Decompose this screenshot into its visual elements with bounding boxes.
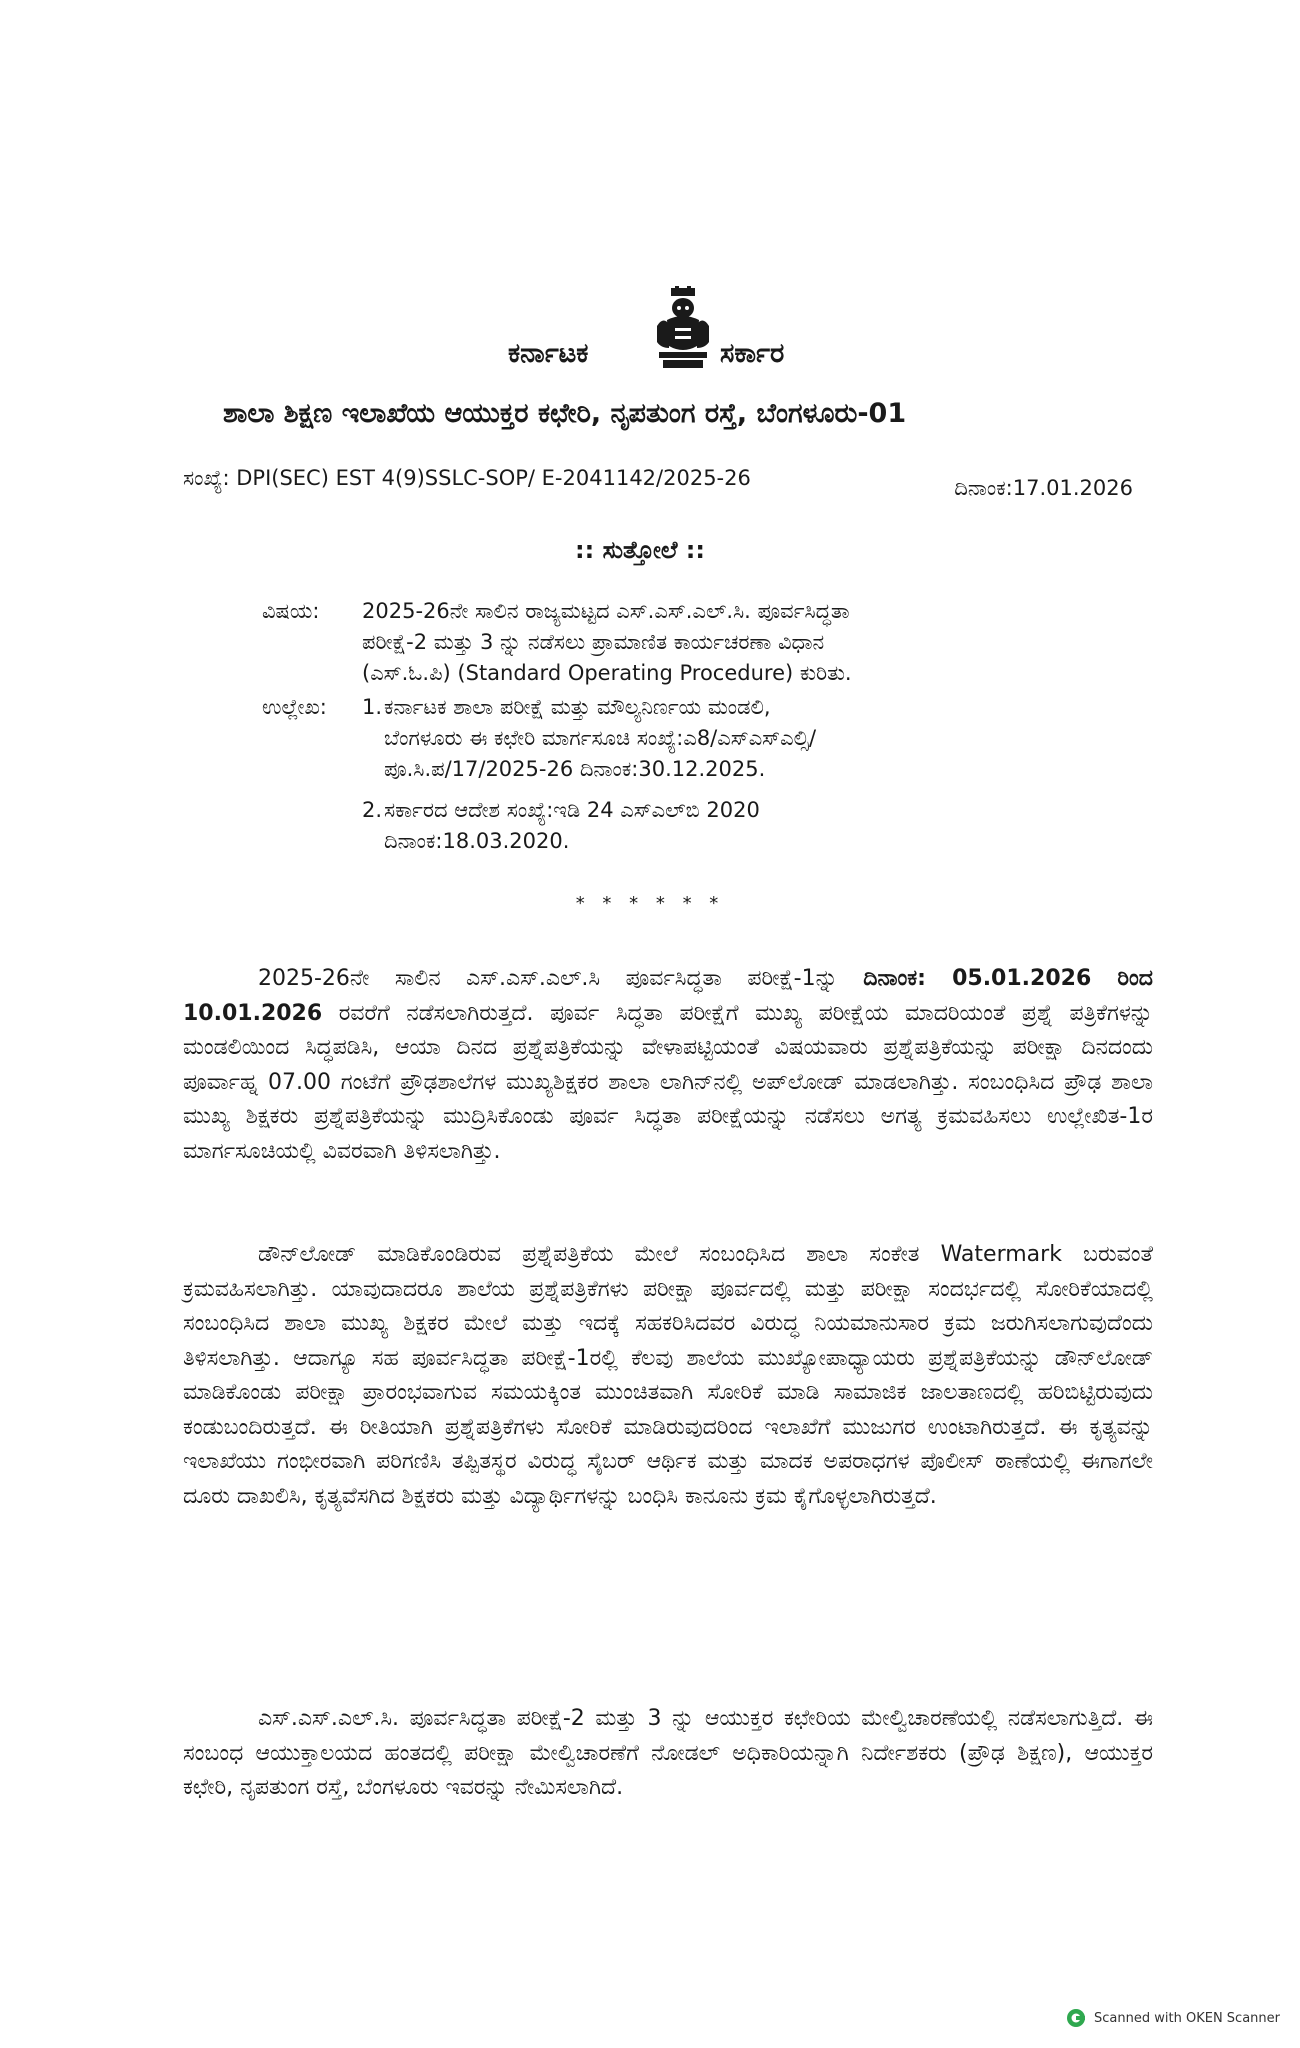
subject-line: 2025-26ನೇ ಸಾಲಿನ ರಾಜ್ಯಮಟ್ಟದ ಎಸ್.ಎಸ್.ಎಲ್.ಸಿ. ಪೂರ್ವಸಿದ್ಧತಾ [362, 599, 850, 623]
body-paragraph-1 [183, 962, 1153, 1169]
government-header [0, 338, 1300, 378]
para1-date-range: ದಿನಾಂಕ: 05.01.2026 ರಿಂದ 10.01.2026 [183, 966, 1153, 1026]
body-paragraph-2 [183, 1238, 1153, 1514]
oken-scanner-logo-icon [1066, 2008, 1086, 2028]
reference-item-number: 2. [362, 798, 383, 822]
circular-title: :: ಸುತ್ತೋಲೆ :: [575, 536, 705, 564]
office-name: ಶಾಲಾ ಶಿಕ್ಷಣ ಇಲಾಖೆಯ ಆಯುಕ್ತರ ಕಛೇರಿ, ನೃಪತುಂಗ ರಸ್ತೆ, ಬೆಂಗಳೂರು-01 [223, 398, 907, 429]
reference-item-line: ಬೆಂಗಳೂರು ಈ ಕಛೇರಿ ಮಾರ್ಗಸೂಚಿ ಸಂಖ್ಯೆ:ಎ8/ಎಸ್ಎಸ್ಎಲ್ಸಿ/ [384, 726, 817, 750]
subject-text [362, 596, 1122, 689]
reference-item [362, 692, 1122, 785]
subject-line: (ಎಸ್.ಓ.ಪಿ) (Standard Operating Procedure) ಕುರಿತು. [362, 661, 852, 685]
govt-name-left: ಕರ್ನಾಟಕ [508, 338, 589, 369]
reference-number: ಸಂಖ್ಯೆ: DPI(SEC) EST 4(9)SSLC-SOP/ E-2041142/2025-26 [183, 466, 751, 490]
para1-text-a: 2025-26ನೇ ಸಾಲಿನ ಎಸ್.ಎಸ್.ಎಲ್.ಸಿ ಪೂರ್ವಸಿದ್ಧತಾ ಪರೀಕ್ಷೆ-1ನ್ನು [258, 966, 864, 991]
reference-item [362, 795, 1122, 857]
reference-date: ದಿನಾಂಕ:17.01.2026 [954, 476, 1133, 500]
govt-name-right: ಸರ್ಕಾರ [720, 338, 785, 369]
subject-label: ವಿಷಯ: [262, 599, 320, 623]
para1-text-b: ರವರೆಗೆ ನಡೆಸಲಾಗಿರುತ್ತದೆ. ಪೂರ್ವ ಸಿದ್ಧತಾ ಪರೀಕ್ಷೆಗೆ ಮುಖ್ಯ ಪರೀಕ್ಷೆಯ ಮಾದರಿಯಂತೆ ಪ್ರಶ್ನೆ ಪತ್ರಿಕೆಗಳನ್ನು ಮಂಡಲಿಯಿಂದ ಸಿದ್ಧಪಡಿಸಿ, ಆಯಾ ದಿನದ ಪ್ರಶ್ನೆಪತ್ರಿಕೆಯನ್ನು ವೇಳಾಪಟ್ಟಿಯಂತೆ ವಿಷಯವಾರು ಪ್ರಶ್ನೆಪತ್ರಿಕೆಯನ್ನು ಪರೀಕ್ಷಾ ದಿನದಂದು ಪೂರ್ವಾಹ್ನ 07.00 ಗಂಟೆಗೆ ಪ್ರೌಢಶಾಲೆಗಳ ಮುಖ್ಯಶಿಕ್ಷಕರ ಶಾಲಾ ಲಾಗಿನ್‌ನಲ್ಲಿ ಅಪ್‌ಲೋಡ್ ಮಾಡಲಾಗಿತ್ತು. ಸಂಬಂಧಿಸಿದ ಪ್ರೌಢ ಶಾಲಾ ಮುಖ್ಯ ಶಿಕ್ಷಕರು ಪ್ರಶ್ನೆಪತ್ರಿಕೆಯನ್ನು ಮುದ್ರಿಸಿಕೊಂಡು ಪೂರ್ವ ಸಿದ್ಧತಾ ಪರೀಕ್ಷೆಯನ್ನು ನಡೆಸಲು ಅಗತ್ಯ ಕ್ರಮವಹಿಸಲು ಉಲ್ಲೇಖಿತ-1ರ ಮಾರ್ಗಸೂಚಿಯಲ್ಲಿ ವಿವರವಾಗಿ ತಿಳಿಸಲಾಗಿತ್ತು. [183, 1000, 1153, 1164]
reference-item-line: ಪೂ.ಸಿ.ಪ/17/2025-26 ದಿನಾಂಕ:30.12.2025. [384, 757, 766, 781]
reference-row [183, 466, 1133, 500]
reference-item-line: ಸರ್ಕಾರದ ಆದೇಶ ಸಂಖ್ಯೆ:ಇಡಿ 24 ಎಸ್ಎಲ್‌ಬಿ 2020 [384, 798, 760, 822]
reference-item-line: ದಿನಾಂಕ:18.03.2020. [384, 829, 570, 853]
reference-item-line: ಕರ್ನಾಟಕ ಶಾಲಾ ಪರೀಕ್ಷೆ ಮತ್ತು ಮೌಲ್ಯನಿರ್ಣಯ ಮಂಡಲಿ, [384, 695, 771, 719]
references-list [362, 692, 1122, 867]
scanner-text: Scanned with OKEN Scanner [1094, 2010, 1280, 2026]
para3-text: ಎಸ್.ಎಸ್.ಎಲ್.ಸಿ. ಪೂರ್ವಸಿದ್ಧತಾ ಪರೀಕ್ಷೆ-2 ಮತ್ತು 3 ನ್ನು ಆಯುಕ್ತರ ಕಛೇರಿಯ ಮೇಲ್ವಿಚಾರಣೆಯಲ್ಲಿ ನಡೆಸಲಾಗುತ್ತಿದೆ. ಈ ಸಂಬಂಧ ಆಯುಕ್ತಾಲಯದ ಹಂತದಲ್ಲಿ ಪರೀಕ್ಷಾ ಮೇಲ್ವಿಚಾರಣೆಗೆ ನೋಡಲ್ ಅಧಿಕಾರಿಯನ್ನಾಗಿ ನಿರ್ದೇಶಕರು (ಪ್ರೌಢ ಶಿಕ್ಷಣ), ಆಯುಕ್ತರ ಕಛೇರಿ, ನೃಪತುಂಗ ರಸ್ತೆ, ಬೆಂಗಳೂರು ಇವರನ್ನು ನೇಮಿಸಲಾಗಿದೆ. [183, 1706, 1153, 1800]
separator-stars: * * * * * * [575, 893, 725, 914]
reference-item-number: 1. [362, 695, 383, 719]
references-label: ಉಲ್ಲೇಖ: [262, 695, 327, 719]
body-paragraph-3 [183, 1702, 1153, 1806]
para2-text: ಡೌನ್‌ಲೋಡ್ ಮಾಡಿಕೊಂಡಿರುವ ಪ್ರಶ್ನೆಪತ್ರಿಕೆಯ ಮೇಲೆ ಸಂಬಂಧಿಸಿದ ಶಾಲಾ ಸಂಕೇತ Watermark ಬರುವಂತೆ ಕ್ರಮವಹಿಸಲಾಗಿತ್ತು. ಯಾವುದಾದರೂ ಶಾಲೆಯ ಪ್ರಶ್ನೆಪತ್ರಿಕೆಗಳು ಪರೀಕ್ಷಾ ಪೂರ್ವದಲ್ಲಿ ಮತ್ತು ಪರೀಕ್ಷಾ ಸಂದರ್ಭದಲ್ಲಿ ಸೋರಿಕೆಯಾದಲ್ಲಿ ಸಂಬಂಧಿಸಿದ ಶಾಲಾ ಮುಖ್ಯ ಶಿಕ್ಷಕರ ಮೇಲೆ ಮತ್ತು ಇದಕ್ಕೆ ಸಹಕರಿಸಿದವರ ವಿರುದ್ಧ ನಿಯಮಾನುಸಾರ ಕ್ರಮ ಜರುಗಿಸಲಾಗುವುದೆಂದು ತಿಳಿಸಲಾಗಿತ್ತು. ಆದಾಗ್ಯೂ ಸಹ ಪೂರ್ವಸಿದ್ಧತಾ ಪರೀಕ್ಷೆ-1ರಲ್ಲಿ ಕೆಲವು ಶಾಲೆಯ ಮುಖ್ಯೋಪಾಧ್ಯಾಯರು ಪ್ರಶ್ನೆಪತ್ರಿಕೆಯನ್ನು ಡೌನ್‌ಲೋಡ್ ಮಾಡಿಕೊಂಡು ಪರೀಕ್ಷಾ ಪ್ರಾರಂಭವಾಗುವ ಸಮಯಕ್ಕಿಂತ ಮುಂಚಿತವಾಗಿ ಸೋರಿಕೆ ಮಾಡಿ ಸಾಮಾಜಿಕ ಜಾಲತಾಣದಲ್ಲಿ ಹರಿಬಿಟ್ಟಿರುವುದು ಕಂಡುಬಂದಿರುತ್ತದೆ. ಈ ರೀತಿಯಾಗಿ ಪ್ರಶ್ನೆಪತ್ರಿಕೆಗಳು ಸೋರಿಕೆ ಮಾಡಿರುವುದರಿಂದ ಇಲಾಖೆಗೆ ಮುಜುಗರ ಉಂಟಾಗಿರುತ್ತದೆ. ಈ ಕೃತ್ಯವನ್ನು ಇಲಾಖೆಯು ಗಂಭೀರವಾಗಿ ಪರಿಗಣಿಸಿ ತಪ್ಪಿತಸ್ಥರ ವಿರುದ್ಧ ಸೈಬರ್ ಆರ್ಥಿಕ ಮತ್ತು ಮಾದಕ ಅಪರಾಧಗಳ ಪೊಲೀಸ್ ಠಾಣೆಯಲ್ಲಿ ಈಗಾಗಲೇ ದೂರು ದಾಖಲಿಸಿ, ಕೃತ್ಯವೆಸಗಿದ ಶಿಕ್ಷಕರು ಮತ್ತು ವಿದ್ಯಾರ್ಥಿಗಳನ್ನು ಬಂಧಿಸಿ ಕಾನೂನು ಕ್ರಮ ಕೈಗೊಳ್ಳಲಾಗಿರುತ್ತದೆ. [183, 1242, 1153, 1509]
subject-line: ಪರೀಕ್ಷೆ-2 ಮತ್ತು 3 ನ್ನು ನಡೆಸಲು ಪ್ರಾಮಾಣಿತ ಕಾರ್ಯಚರಣಾ ವಿಧಾನ [362, 630, 825, 654]
scanner-watermark [1066, 2006, 1280, 2030]
